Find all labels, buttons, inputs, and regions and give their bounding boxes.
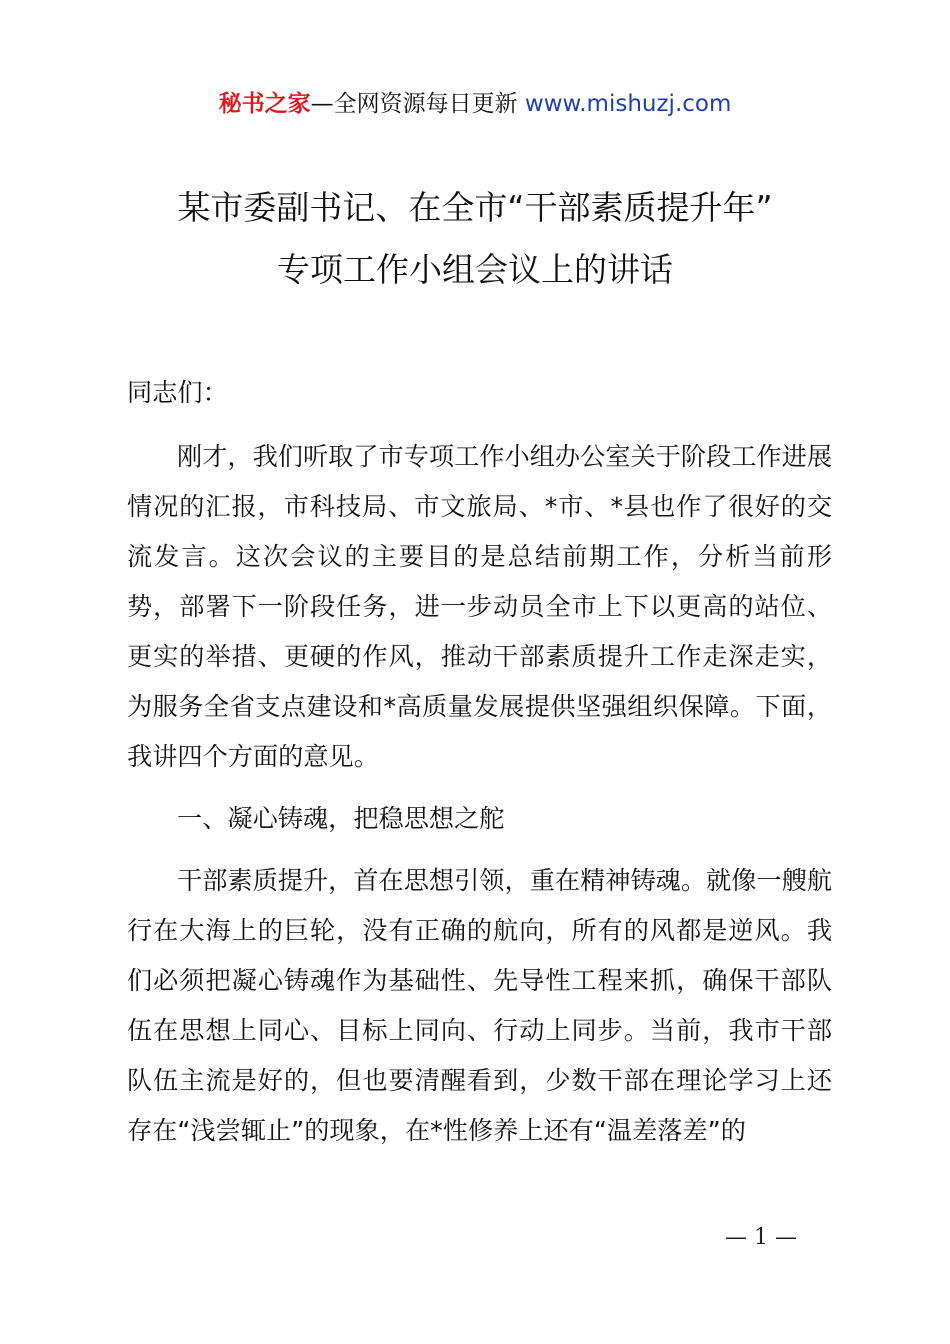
- header-slogan: —全网资源每日更新: [310, 91, 518, 117]
- body-paragraph-2: 干部素质提升，首在思想引领，重在精神铸魂。就像一艘航行在大海上的巨轮，没有正确的航向，所有的风都是逆风。我们必须把凝心铸魂作为基础性、先导性工程来抓，确保干部队伍在思想上同心、目标上同向、行动上同步。当前，我市干部队伍主流是好的，但也要清醒看到，少数干部在理论学习上还存在“浅尝辄止”的现象，在*性修养上还有“温差落差”的: [127, 866, 832, 1145]
- salutation: 同志们：: [127, 378, 228, 407]
- site-header: [0, 86, 950, 122]
- brand-name: 秘书之家: [218, 91, 311, 117]
- site-url-link[interactable]: www.mishuzj.com: [524, 91, 732, 117]
- document-title-line-1: 某市委副书记、在全市“干部素质提升年”: [177, 188, 773, 227]
- page-number: — 1 —: [725, 1225, 797, 1250]
- document-title-line-2: 专项工作小组会议上的讲话: [277, 250, 673, 289]
- body-paragraph-1: 刚才，我们听取了市专项工作小组办公室关于阶段工作进展情况的汇报，市科技局、市文旅局、*市、*县也作了很好的交流发言。这次会议的主要目的是总结前期工作，分析当前形势，部署下一阶段任务，进一步动员全市上下以更高的站位、更实的举措、更硬的作风，推动干部素质提升工作走深走实，为服务全省支点建设和*高质量发展提供坚强组织保障。下面，我讲四个方面的意见。: [127, 442, 832, 771]
- section-heading-1: 一、凝心铸魂，把稳思想之舵: [177, 804, 505, 833]
